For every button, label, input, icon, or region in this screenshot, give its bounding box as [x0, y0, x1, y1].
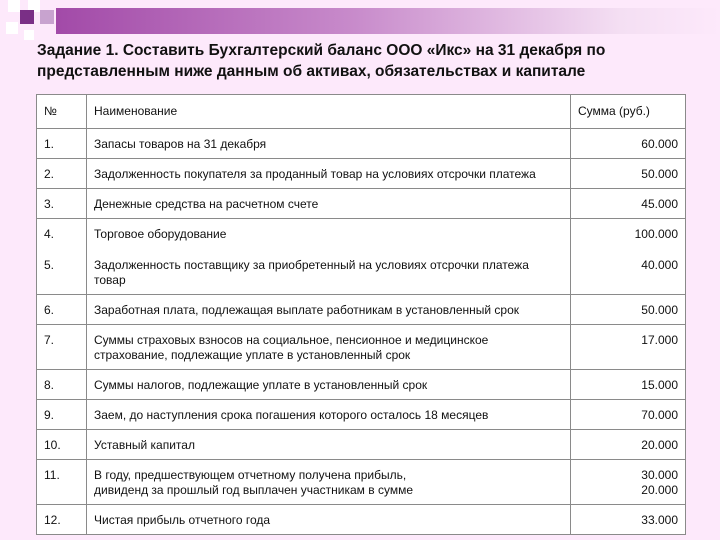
header-name: Наименование	[87, 95, 571, 129]
table-row	[37, 189, 686, 219]
row-amount: 15.000	[571, 370, 686, 400]
row-num: 5.	[44, 258, 55, 272]
row-amount: 20.000	[641, 483, 678, 497]
row-name: Уставный капитал	[87, 430, 571, 460]
row-name: Заработная плата, подлежащая выплате работникам в установленный срок	[87, 295, 571, 325]
decor-square	[24, 30, 34, 40]
row-amount: 17.000	[571, 325, 686, 370]
row-amount: 20.000	[571, 430, 686, 460]
row-name: Торговое оборудование	[94, 227, 227, 241]
row-num: 1.	[37, 129, 87, 159]
row-name: Денежные средства на расчетном счете	[87, 189, 571, 219]
table-row	[37, 400, 686, 430]
row-num: 2.	[37, 159, 87, 189]
table-row	[37, 505, 686, 535]
row-num: 6.	[37, 295, 87, 325]
row-name: В году, предшествующем отчетному получена прибыль,	[94, 468, 407, 482]
table-row	[37, 219, 686, 295]
table-row	[37, 460, 686, 505]
decor-square	[20, 10, 34, 24]
row-name: Заем, до наступления срока погашения которого осталось 18 месяцев	[87, 400, 571, 430]
header-amount: Сумма (руб.)	[571, 95, 686, 129]
row-amount: 50.000	[571, 159, 686, 189]
row-amount: 30.000	[641, 468, 678, 482]
row-amount: 70.000	[571, 400, 686, 430]
row-name: Суммы налогов, подлежащие уплате в установленный срок	[87, 370, 571, 400]
row-num: 7.	[37, 325, 87, 370]
row-amount: 45.000	[571, 189, 686, 219]
table-row	[37, 295, 686, 325]
row-name: Задолженность поставщику за приобретенный на условиях отсрочки платежа товар	[94, 258, 529, 287]
row-name: Задолженность покупателя за проданный товар на условиях отсрочки платежа	[87, 159, 571, 189]
row-name: Чистая прибыль отчетного года	[87, 505, 571, 535]
row-name: Суммы страховых взносов на социальное, пенсионное и медицинское страхование, подлежащие уплате в установленный срок	[87, 325, 571, 370]
table-row	[37, 430, 686, 460]
decor-square	[8, 0, 20, 12]
decor-square	[40, 10, 54, 24]
header-num: №	[37, 95, 87, 129]
row-amount: 100.000	[634, 227, 678, 241]
header-gradient-bar	[56, 8, 720, 34]
row-amount: 50.000	[571, 295, 686, 325]
row-num: 4.	[44, 227, 55, 241]
row-num: 8.	[37, 370, 87, 400]
row-name: дивиденд за прошлый год выплачен участникам в сумме	[94, 483, 413, 497]
row-amount: 60.000	[571, 129, 686, 159]
row-amount: 40.000	[641, 258, 678, 272]
row-name: Запасы товаров на 31 декабря	[87, 129, 571, 159]
table-row	[37, 325, 686, 370]
row-num: 10.	[37, 430, 87, 460]
row-num: 11.	[37, 460, 87, 505]
data-table	[36, 94, 686, 535]
table-header-row	[37, 95, 686, 129]
row-num: 3.	[37, 189, 87, 219]
table-row	[37, 129, 686, 159]
table-row	[37, 370, 686, 400]
decor-square	[6, 22, 18, 34]
table-row	[37, 159, 686, 189]
row-num: 9.	[37, 400, 87, 430]
row-num: 12.	[37, 505, 87, 535]
row-amount: 33.000	[571, 505, 686, 535]
page-title: Задание 1. Составить Бухгалтерский баланс ООО «Икс» на 31 декабря по представленным ниже данным об активах, обязательствах и капитале	[37, 42, 606, 80]
